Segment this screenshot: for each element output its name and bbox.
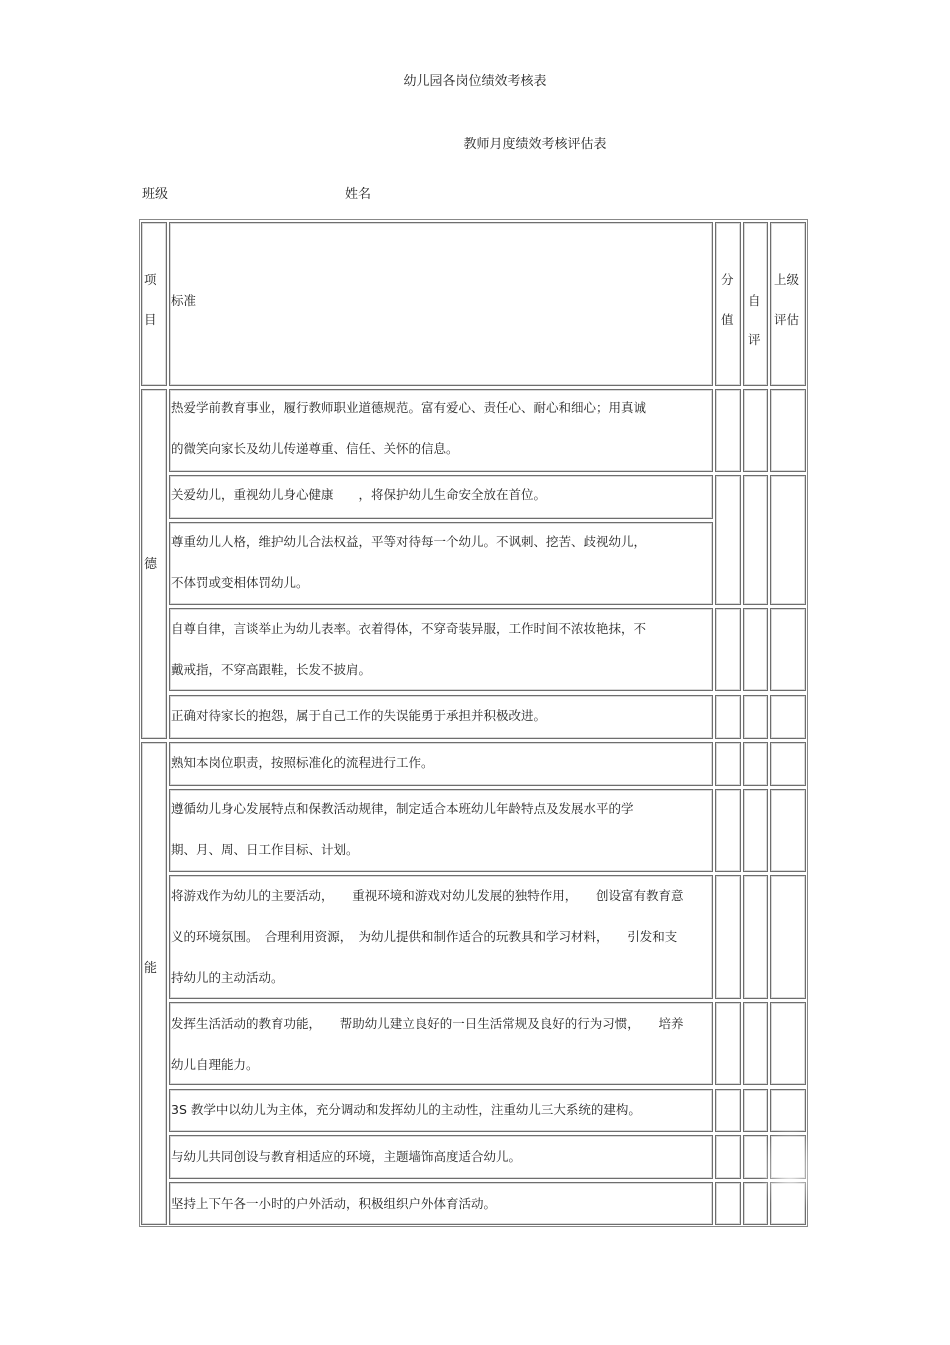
- standard-text: 正确对待家长的抱怨，属于自己工作的失误能勇于承担并积极改进。: [171, 708, 547, 723]
- score-cell: [715, 1182, 741, 1225]
- category-label-neng: 能: [144, 961, 158, 976]
- superior-eval-cell[interactable]: [770, 695, 806, 739]
- score-cell: [715, 1002, 741, 1085]
- header-superior-label: 评估: [774, 312, 800, 327]
- self-eval-cell[interactable]: [743, 875, 768, 999]
- score-cell: [715, 789, 741, 872]
- standard-text: 熟知本岗位职责，按照标准化的流程进行工作。: [171, 755, 434, 770]
- name-label: 姓名: [345, 187, 372, 202]
- header-score-label: 分: [721, 272, 734, 287]
- category-cell-neng: [141, 742, 167, 1225]
- self-eval-cell[interactable]: [743, 1002, 768, 1085]
- standard-text: 将游戏作为幼儿的主要活动， 重视环境和游戏对幼儿发展的独特作用， 创设富有教育意 义的环境氛围。 合理利用资源， 为幼儿提供和制作适合的玩教具和学习材料， 引发和支 持幼儿的主动活动。: [171, 888, 684, 985]
- superior-eval-cell[interactable]: [770, 608, 806, 691]
- header-superior-label: 上级: [774, 272, 800, 287]
- header-standard-cell: [169, 222, 713, 386]
- superior-eval-cell[interactable]: [770, 389, 806, 472]
- score-cell: [715, 389, 741, 472]
- superior-eval-cell[interactable]: [770, 1002, 806, 1085]
- category-label-de: 德: [144, 557, 158, 572]
- header-score-label: 值: [721, 312, 734, 327]
- header-item-label: 目: [144, 312, 157, 327]
- score-cell: [715, 742, 741, 786]
- score-cell: [715, 608, 741, 691]
- self-eval-cell[interactable]: [743, 608, 768, 691]
- scan-smudge: [760, 1125, 820, 1215]
- self-eval-cell[interactable]: [743, 695, 768, 739]
- standard-text: 与幼儿共同创设与教育相适应的环境，主题墙饰高度适合幼儿。: [171, 1149, 522, 1164]
- standard-text: 3S 教学中以幼儿为主体，充分调动和发挥幼儿的主动性，注重幼儿三大系统的建构。: [171, 1102, 641, 1117]
- standard-text: 热爱学前教育事业，履行教师职业道德规范。富有爱心、责任心、耐心和细心；用真诚 的微笑向家长及幼儿传递尊重、信任、关怀的信息。: [171, 400, 647, 456]
- score-cell: [715, 875, 741, 999]
- superior-eval-cell[interactable]: [770, 789, 806, 872]
- header-standard-label: 标准: [171, 293, 197, 308]
- header-item-label: 项: [144, 272, 157, 287]
- self-eval-cell[interactable]: [743, 389, 768, 472]
- self-eval-cell[interactable]: [743, 789, 768, 872]
- document-title: 幼儿园各岗位绩效考核表: [403, 74, 547, 89]
- header-self-label: 自: [748, 293, 761, 308]
- score-cell: [715, 475, 741, 605]
- score-cell: [715, 1135, 741, 1179]
- score-cell: [715, 1089, 741, 1132]
- form-title: 教师月度绩效考核评估表: [463, 137, 607, 152]
- superior-eval-cell[interactable]: [770, 475, 806, 605]
- standard-text: 尊重幼儿人格，维护幼儿合法权益，平等对待每一个幼儿。不讽刺、挖苦、歧视幼儿， 不体罚或变相体罚幼儿。: [171, 534, 647, 590]
- standard-text: 发挥生活活动的教育功能， 帮助幼儿建立良好的一日生活常规及良好的行为习惯， 培养 幼儿自理能力。: [171, 1016, 684, 1072]
- class-label: 班级: [142, 187, 169, 202]
- superior-eval-cell[interactable]: [770, 742, 806, 786]
- superior-eval-cell[interactable]: [770, 875, 806, 999]
- standard-text: 自尊自律，言谈举止为幼儿表率。衣着得体，不穿奇装异服，工作时间不浓妆艳抹，不 戴戒指，不穿高跟鞋，长发不披肩。: [171, 621, 647, 677]
- score-cell: [715, 695, 741, 739]
- self-eval-cell[interactable]: [743, 742, 768, 786]
- standard-text: 遵循幼儿身心发展特点和保教活动规律，制定适合本班幼儿年龄特点及发展水平的学 期、月、周、日工作目标、计划。: [171, 801, 634, 857]
- standard-text: 关爱幼儿，重视幼儿身心健康 ，将保护幼儿生命安全放在首位。: [171, 487, 547, 502]
- self-eval-cell[interactable]: [743, 475, 768, 605]
- standard-text: 坚持上下午各一小时的户外活动，积极组织户外体育活动。: [171, 1196, 497, 1211]
- header-self-label: 评: [748, 332, 761, 347]
